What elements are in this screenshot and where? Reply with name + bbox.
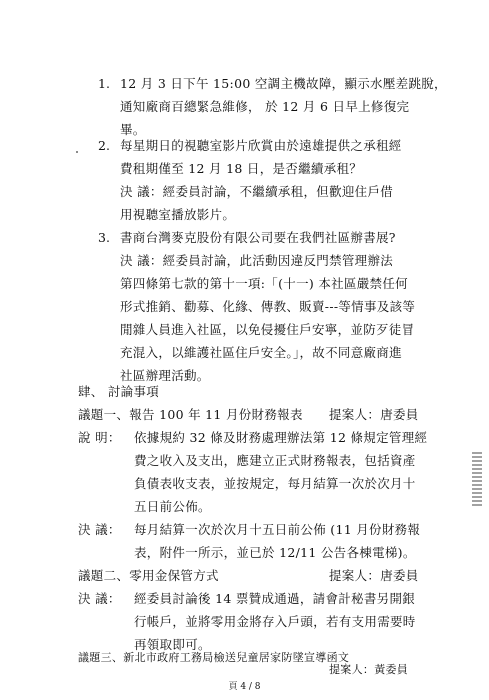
item-number: 2. — [98, 138, 110, 153]
item-1-line-2: 通知廠商百總緊急維修， 於 12 月 6 日早上修復完 — [120, 99, 410, 114]
item-2-line-1: 每星期日的視聽室影片欣賞由於遠雄提供之承租經 — [120, 138, 402, 153]
item-number: 3. — [98, 230, 110, 245]
topic-3-title-visible: 議題三、新北市政府工務局檢送兒童居家防墜宣導函文 — [78, 651, 350, 664]
item-2-decision-2: 用視聽室播放影片。 — [120, 207, 236, 222]
item-3-decision-3: 形式推銷、勸募、化緣、傳教、販賣---等情事及該等 — [120, 299, 416, 314]
topic-1-explain-2: 費之收入及支出，應建立正式財務報表，包括資產 — [134, 453, 416, 468]
item-3-decision-2: 第四條第七款的第十一項:「(十一) 本社區嚴禁任何 — [120, 276, 408, 291]
item-3-decision-4: 閒雜人員進入社區，以免侵擾住戶安寧，並防歹徒冒 — [120, 322, 415, 337]
topic-1-title: 議題一、報告 100 年 11 月份財務報表 — [78, 407, 303, 422]
topic-2-decision-label: 決 議： — [78, 591, 121, 606]
side-stamp-mark — [472, 452, 482, 506]
item-1-line-1: 12 月 3 日下午 15:00 空調主機故障，顯示水壓差跳脫， — [120, 76, 447, 91]
item-3-decision-1: 決 議：經委員討論，此活動因違反門禁管理辦法 — [120, 253, 394, 268]
topic-2-decision-2: 行帳戶，並將零用金將存入戶頭，若有支用需要時 — [134, 614, 416, 629]
section-heading: 肆、 討論事項 — [78, 384, 160, 399]
item-3-decision-6: 社區辦理活動。 — [120, 368, 210, 383]
topic-2-decision-1: 經委員討論後 14 票贊成通過，請會計秘書另開銀 — [134, 591, 416, 606]
topic-1-proposer: 提案人：唐委員 — [329, 407, 419, 422]
item-2-line-2: 費租期僅至 12 月 18 日，是否繼續承租？ — [120, 161, 363, 176]
item-number: 1. — [98, 76, 110, 91]
topic-1-decision-2: 表，附件一所示，並已於 12/11 公告各棟電梯)。 — [134, 545, 416, 560]
scan-artifact — [76, 151, 78, 153]
topic-2-proposer: 提案人：唐委員 — [329, 568, 419, 583]
topic-1-explain-1: 依據規約 32 條及財務處理辦法第 12 條規定管理經 — [134, 430, 428, 445]
item-3-line-1: 書商台灣麥克股份有限公司要在我們社區辦書展? — [120, 230, 396, 245]
topic-2-decision-3: 再領取即可。 — [134, 637, 211, 652]
topic-2-title: 議題二、零用金保管方式 — [78, 568, 219, 583]
page-number: 頁 4 / 8 — [228, 682, 261, 692]
topic-1-decision-label: 決 議： — [78, 522, 121, 537]
topic-1-explain-label: 說 明： — [78, 430, 121, 445]
topic-1-explain-4: 五日前公佈。 — [134, 499, 211, 514]
item-1-line-3: 畢。 — [120, 122, 146, 137]
topic-1-decision-1: 每月結算一次於次月十五日前公佈 (11 月份財務報 — [134, 522, 421, 537]
item-2-decision-1: 決 議：經委員討論，不繼續承租，但歡迎住戶借 — [120, 184, 394, 199]
item-3-decision-5: 充混入，以維護社區住戶安全。」，故不同意廠商進 — [120, 345, 402, 360]
topic-3-proposer: 提案人：黃委員 — [329, 663, 409, 676]
topic-1-explain-3: 負債表收支表，並按規定，每月結算一次於次月十 — [134, 476, 416, 491]
